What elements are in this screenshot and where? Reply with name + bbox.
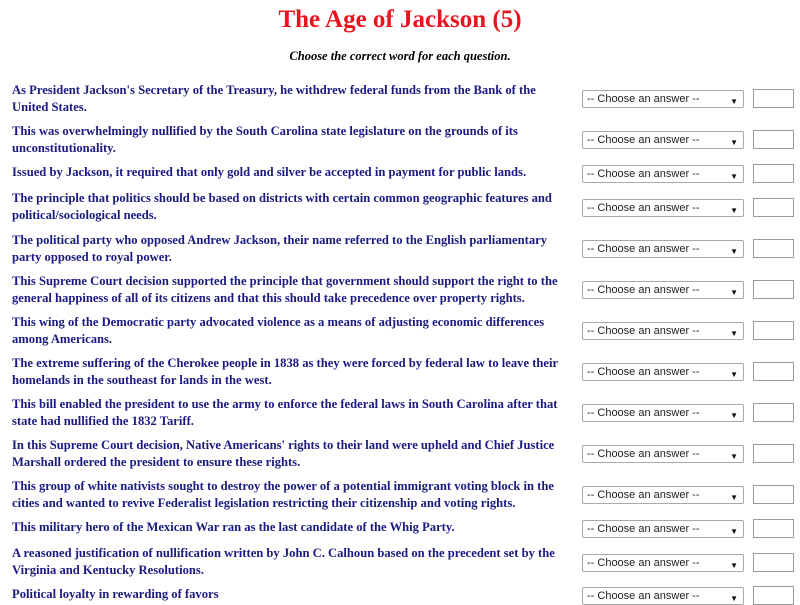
question-text: This group of white nativists sought to destroy the power of a potential immigrant voting block in the cities and wanted to revive Federalist legislation restricting their citizenship and voting rights. bbox=[12, 479, 554, 510]
answer-select[interactable] bbox=[582, 445, 744, 463]
answer-select[interactable] bbox=[582, 587, 744, 605]
question-text: A reasoned justification of nullification written by John C. Calhoun based on the precedent set by the Virginia and Kentucky Resolutions. bbox=[12, 546, 555, 577]
answer-select[interactable] bbox=[582, 363, 744, 381]
answer-select[interactable] bbox=[582, 520, 744, 538]
answer-select-value: -- Choose an answer -- bbox=[587, 93, 700, 105]
answer-select-value: -- Choose an answer -- bbox=[587, 489, 700, 501]
instructions: Choose the correct word for each question. bbox=[289, 49, 511, 63]
answer-select[interactable] bbox=[582, 486, 744, 504]
answer-input[interactable] bbox=[753, 362, 794, 381]
question-text: In this Supreme Court decision, Native Americans' rights to their land were upheld and Chief Justice Marshall ordered the president to ensure these rights. bbox=[12, 438, 555, 469]
triangle-down-icon: ▼ bbox=[730, 493, 738, 502]
answer-select[interactable] bbox=[582, 404, 744, 422]
triangle-down-icon: ▼ bbox=[730, 138, 738, 147]
answer-input[interactable] bbox=[753, 321, 794, 340]
question-text: This Supreme Court decision supported the principle that government should support the right to the general happiness of all of its citizens and that this should take precedence over property rights. bbox=[12, 274, 558, 305]
answer-input[interactable] bbox=[753, 198, 794, 217]
answer-input[interactable] bbox=[753, 403, 794, 422]
question-text: This military hero of the Mexican War ran as the last candidate of the Whig Party. bbox=[12, 520, 455, 534]
answer-select[interactable] bbox=[582, 165, 744, 183]
answer-select-value: -- Choose an answer -- bbox=[587, 366, 700, 378]
question-text: As President Jackson's Secretary of the Treasury, he withdrew federal funds from the Bank of the United States. bbox=[12, 83, 536, 114]
answer-input[interactable] bbox=[753, 444, 794, 463]
question-text: The extreme suffering of the Cherokee people in 1838 as they were forced by federal law to leave their homelands in the southeast for lands in the west. bbox=[12, 356, 558, 387]
answer-select[interactable] bbox=[582, 322, 744, 340]
triangle-down-icon: ▼ bbox=[730, 329, 738, 338]
answer-input[interactable] bbox=[753, 553, 794, 572]
answer-input[interactable] bbox=[753, 280, 794, 299]
question-text: This bill enabled the president to use the army to enforce the federal laws in South Carolina after that state had nullified the 1832 Tariff. bbox=[12, 397, 558, 428]
triangle-down-icon: ▼ bbox=[730, 172, 738, 181]
question-text: This wing of the Democratic party advocated violence as a means of adjusting economic differences among Americans. bbox=[12, 315, 545, 346]
answer-input[interactable] bbox=[753, 89, 794, 108]
answer-select[interactable] bbox=[582, 240, 744, 258]
page-title: The Age of Jackson (5) bbox=[278, 6, 522, 33]
answer-select-value: -- Choose an answer -- bbox=[587, 557, 700, 569]
answer-input[interactable] bbox=[753, 130, 794, 149]
answer-input[interactable] bbox=[753, 586, 794, 605]
answer-select-value: -- Choose an answer -- bbox=[587, 325, 700, 337]
answer-select[interactable] bbox=[582, 199, 744, 217]
triangle-down-icon: ▼ bbox=[730, 527, 738, 536]
answer-input[interactable] bbox=[753, 485, 794, 504]
triangle-down-icon: ▼ bbox=[730, 561, 738, 570]
triangle-down-icon: ▼ bbox=[730, 206, 738, 215]
answer-select-value: -- Choose an answer -- bbox=[587, 134, 700, 146]
answer-select-value: -- Choose an answer -- bbox=[587, 407, 700, 419]
triangle-down-icon: ▼ bbox=[730, 288, 738, 297]
answer-select[interactable] bbox=[582, 90, 744, 108]
triangle-down-icon: ▼ bbox=[730, 411, 738, 420]
triangle-down-icon: ▼ bbox=[730, 452, 738, 461]
triangle-down-icon: ▼ bbox=[730, 370, 738, 379]
answer-input[interactable] bbox=[753, 239, 794, 258]
question-text: The principle that politics should be based on districts with certain common geographic features and political/sociological needs. bbox=[12, 191, 552, 222]
answer-select-value: -- Choose an answer -- bbox=[587, 448, 700, 460]
answer-select-value: -- Choose an answer -- bbox=[587, 284, 700, 296]
answer-input[interactable] bbox=[753, 519, 794, 538]
answer-select-value: -- Choose an answer -- bbox=[587, 168, 700, 180]
answer-select[interactable] bbox=[582, 554, 744, 572]
triangle-down-icon: ▼ bbox=[730, 247, 738, 256]
answer-select[interactable] bbox=[582, 131, 744, 149]
question-text: This was overwhelmingly nullified by the South Carolina state legislature on the grounds of its unconstitutionality. bbox=[12, 124, 518, 155]
question-text: Political loyalty in rewarding of favors bbox=[12, 587, 219, 601]
question-text: Issued by Jackson, it required that only gold and silver be accepted in payment for public lands. bbox=[12, 165, 527, 179]
answer-select-value: -- Choose an answer -- bbox=[587, 590, 700, 602]
answer-select-value: -- Choose an answer -- bbox=[587, 523, 700, 535]
answer-select-value: -- Choose an answer -- bbox=[587, 202, 700, 214]
answer-select-value: -- Choose an answer -- bbox=[587, 243, 700, 255]
triangle-down-icon: ▼ bbox=[730, 594, 738, 603]
answer-input[interactable] bbox=[753, 164, 794, 183]
question-text: The political party who opposed Andrew Jackson, their name referred to the English parliamentary party opposed to royal power. bbox=[12, 233, 548, 264]
answer-select[interactable] bbox=[582, 281, 744, 299]
triangle-down-icon: ▼ bbox=[730, 97, 738, 106]
